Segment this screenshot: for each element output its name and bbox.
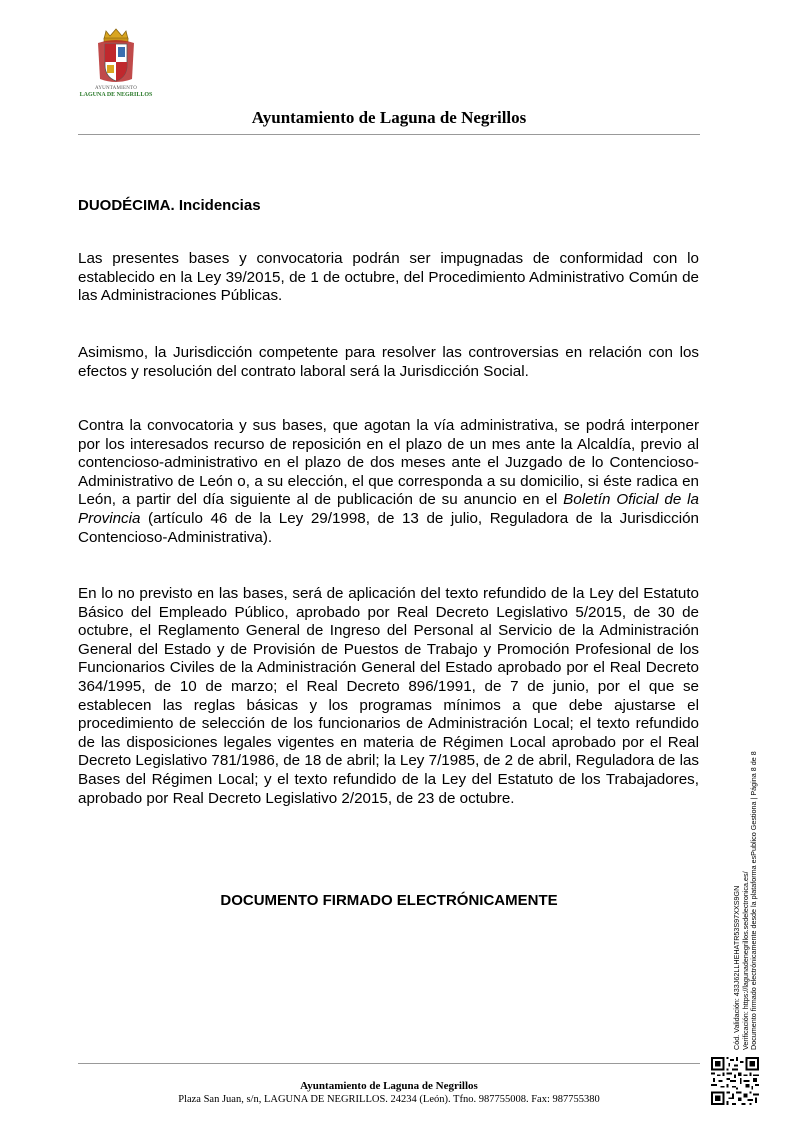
signed-platform-note: Documento firmado electrónicamente desde la plataforma esPublico Gestiona | Página 8 de 8	[749, 751, 759, 1050]
paragraph-applicable-law: En lo no previsto en las bases, será de aplicación del texto refundido de la Ley del Estatuto Básico del Empleado Público, aprobado por Real Decreto Legislativo 5/2015, de 30 de octubre, el Reglamento General de Ingreso del Personal al Servicio de la Administración General del Estado y de Provisión de Puestos de Trabajo y Promoción Profesional de los Funcionarios Civiles de la Administración General del Estado aprobado por el Real Decreto 364/1995, de 10 de marzo; el Real Decreto 896/1991, de 7 de junio, por el que se establecen las reglas básicas y los programas mínimos a que debe ajustarse el procedimiento de selección de los funcionarios de Administración Local; el texto refundido de las disposiciones legales vigentes en materia de Régimen Local aprobado por el Real Decreto Legislativo 781/1986, de 18 de abril; la Ley 7/1985, de 2 de abril, Reguladora de las Bases del Régimen Local; y el texto refundido de la Ley del Estatuto de los Trabajadores, aprobado por Real Decreto Legislativo 2/2015, de 23 de octubre.	[78, 585, 699, 807]
qr-code-icon	[711, 1057, 759, 1105]
municipal-logo	[76, 27, 156, 107]
paragraph-appeal-text-end: (artículo 46 de la Ley 29/1998, de 13 de julio, Reguladora de la Jurisdicción Contencioso-Administrativa).	[78, 509, 699, 546]
paragraph-jurisdiction: Asimismo, la Jurisdicción competente para resolver las controversias en relación con los efectos y resolución del contrato laboral será la Jurisdicción Social.	[78, 344, 699, 380]
verification-url[interactable]: Verificación: https://lagunadenegrillos.sedelectronica.es/	[740, 871, 750, 1050]
footer-name: Ayuntamiento de Laguna de Negrillos	[300, 1080, 478, 1092]
header-divider	[78, 134, 700, 135]
section-heading: DUODÉCIMA. Incidencias	[78, 197, 261, 214]
signed-notice: DOCUMENTO FIRMADO ELECTRÓNICAMENTE	[220, 892, 558, 909]
boletin-oficial-title: Boletín Oficial de la Provincia	[78, 491, 699, 527]
coat-of-arms-icon	[94, 27, 138, 85]
validation-code: Cód. Validación: 433J62LLHEHATR53S97XXS9GN	[732, 885, 741, 1050]
header-title: Ayuntamiento de Laguna de Negrillos	[251, 108, 527, 127]
logo-municipality-name: LAGUNA DE NEGRILLOS	[79, 92, 153, 98]
paragraph-appeal-text: Contra la convocatoria y sus bases, que agotan la vía administrativa, se podrá interponer por los interesados recurso de reposición en el plazo de un mes ante la Alcaldía, previo al contencioso-administrativo en el plazo de dos meses ante el Juzgado de lo Contencioso-Administrativo de León o, a su elección, el que corresponda a su domicilio, si éste radica en León, a partir del día siguiente al de publicación de su anuncio en el	[78, 417, 699, 509]
paragraph-impugnation: Las presentes bases y convocatoria podrán ser impugnadas de conformidad con lo establecido en la Ley 39/2015, de 1 de octubre, del Procedimiento Administrativo Común de las Administraciones Públicas.	[78, 250, 699, 305]
footer-divider	[78, 1063, 700, 1064]
logo-caption: AYUNTAMIENTO	[95, 86, 137, 91]
footer-address: Plaza San Juan, s/n, LAGUNA DE NEGRILLOS. 24234 (León). Tfno. 987755008. Fax: 987755380	[178, 1094, 600, 1105]
paragraph-appeal	[78, 417, 699, 547]
validation-sidebar	[733, 720, 759, 1050]
